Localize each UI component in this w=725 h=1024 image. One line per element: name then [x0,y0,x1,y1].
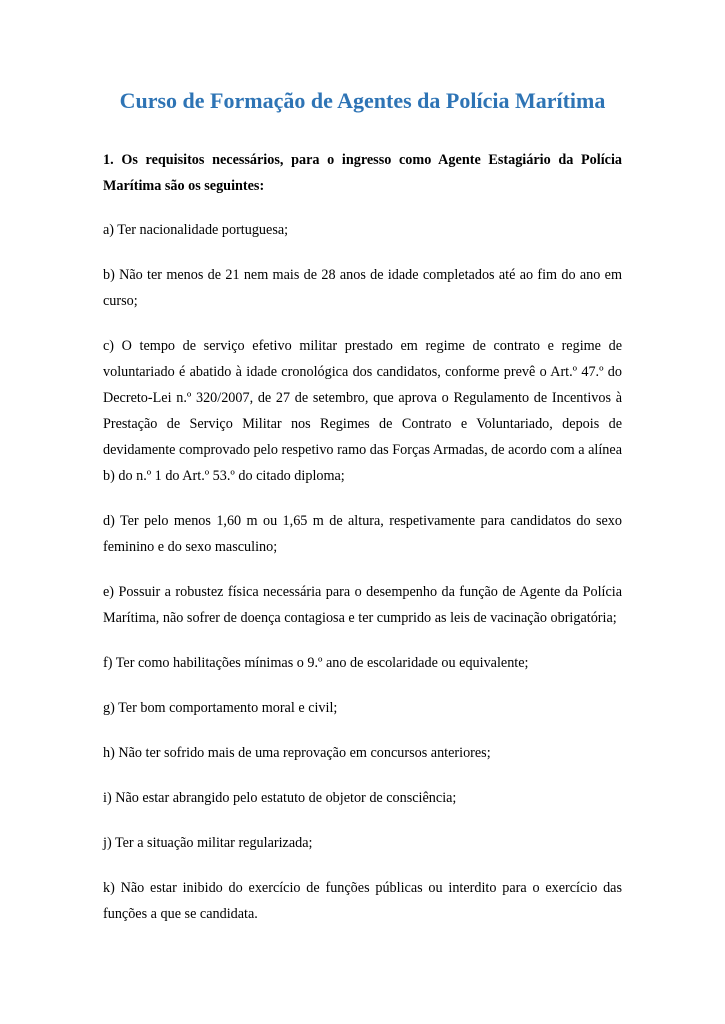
requirement-item-c: c) O tempo de serviço efetivo militar prestado em regime de contrato e regime de voluntariado é abatido à idade cronológica dos candidatos, conforme prevê o Art.º 47.º do Decreto-Lei n.º 320/2007, de 27 de setembro, que aprova o Regulamento de Incentivos à Prestação de Serviço Militar nos Regimes de Contrato e Voluntariado, depois de devidamente comprovado pelo respetivo ramo das Forças Armadas, de acordo com a alínea b) do n.º 1 do Art.º 53.º do citado diploma; [103,338,622,484]
requirement-item-e: e) Possuir a robustez física necessária para o desempenho da função de Agente da Polícia Marítima, não sofrer de doença contagiosa e ter cumprido as leis de vacinação obrigatória; [103,584,622,626]
requirement-item-j: j) Ter a situação militar regularizada; [103,835,313,851]
requirement-item-a: a) Ter nacionalidade portuguesa; [103,222,289,238]
requirement-item-g: g) Ter bom comportamento moral e civil; [103,700,338,716]
document-body [103,147,622,946]
document-title: Curso de Formação de Agentes da Polícia Marítima [119,88,606,113]
requirement-item-h: h) Não ter sofrido mais de uma reprovação em concursos anteriores; [103,745,491,761]
requirement-item-k: k) Não estar inibido do exercício de funções públicas ou interdito para o exercício das funções a que se candidata. [103,880,622,922]
requirement-item-b: b) Não ter menos de 21 nem mais de 28 anos de idade completados até ao fim do ano em curso; [103,267,622,309]
requirement-item-d: d) Ter pelo menos 1,60 m ou 1,65 m de altura, respetivamente para candidatos do sexo feminino e do sexo masculino; [103,513,622,555]
requirement-item-i: i) Não estar abrangido pelo estatuto de objetor de consciência; [103,790,457,806]
requirement-item-f: f) Ter como habilitações mínimas o 9.º ano de escolaridade ou equivalente; [103,655,529,671]
section-heading: 1. Os requisitos necessários, para o ingresso como Agente Estagiário da Polícia Marítima são os seguintes: [103,152,622,194]
